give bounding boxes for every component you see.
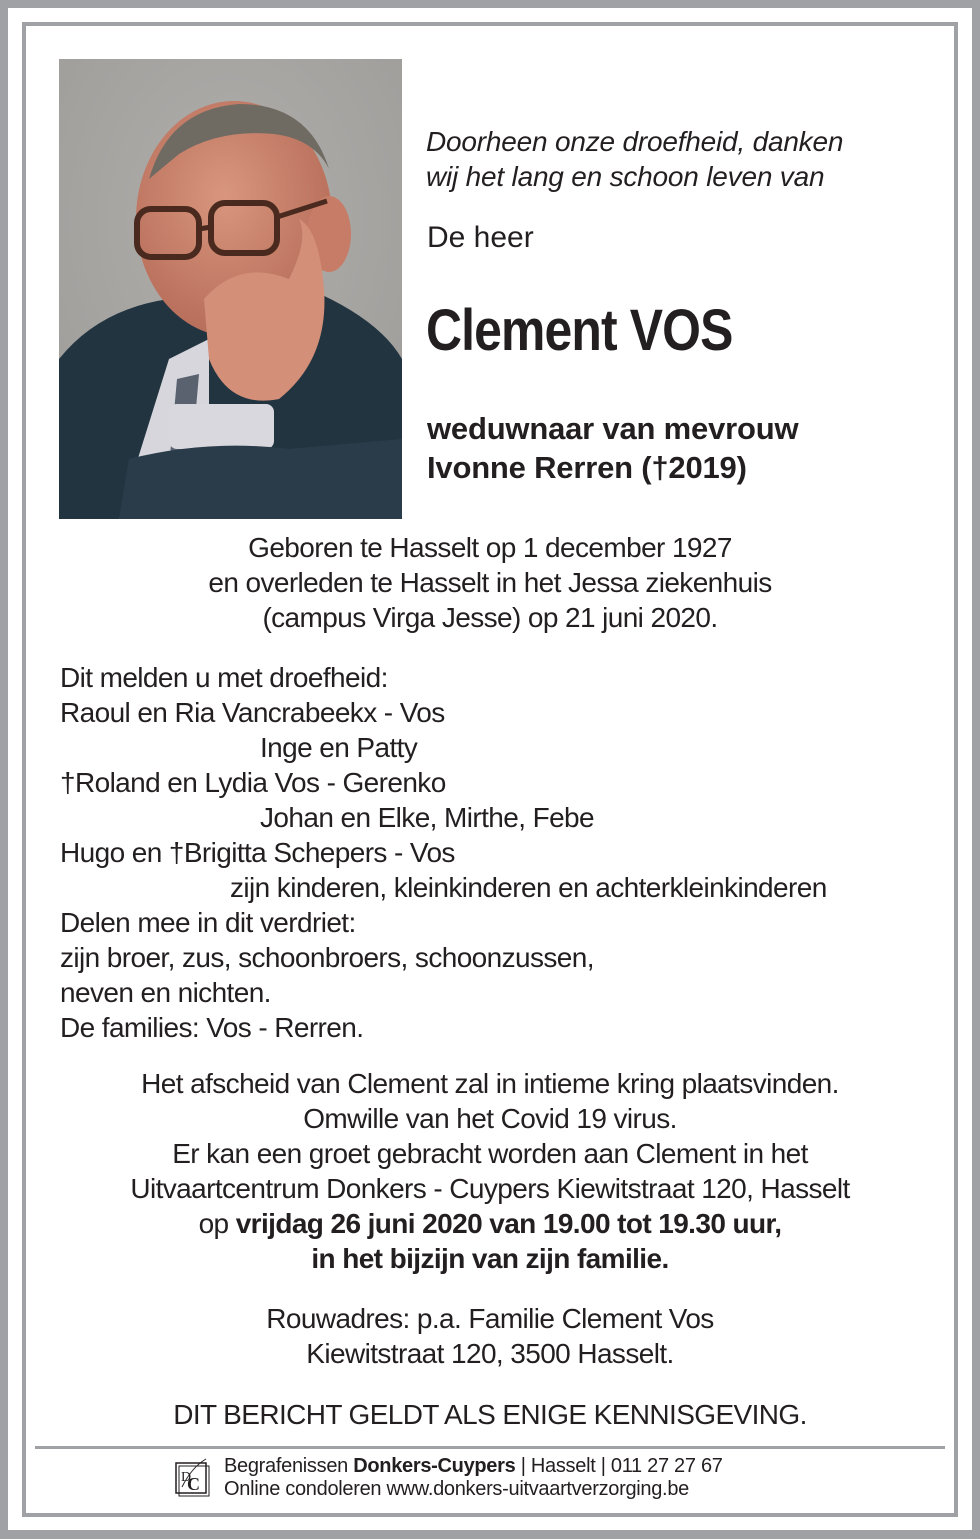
- company-phone[interactable]: 011 27 27 67: [610, 1455, 723, 1477]
- funeral-line-3: Er kan een groet gebracht worden aan Clement in het: [172, 1138, 808, 1169]
- address-line-2: Kiewitstraat 120, 3500 Hasselt.: [306, 1338, 674, 1369]
- footer-line-1: Begrafenissen Donkers-Cuypers | Hasselt | 011 27 27 67: [224, 1455, 723, 1477]
- title-prefix: De heer: [427, 221, 534, 254]
- funeral-line-2: Omwille van het Covid 19 virus.: [303, 1103, 677, 1134]
- footer-divider: [35, 1446, 945, 1449]
- intro-line-2: wij het lang en schoon leven van: [426, 161, 825, 192]
- svg-text:D: D: [181, 1470, 192, 1485]
- death-line: en overleden te Hasselt in het Jessa ziekenhuis: [208, 567, 772, 598]
- hospital-line: (campus Virga Jesse) op 21 juni 2020.: [262, 602, 718, 633]
- birth-line: Geboren te Hasselt op 1 december 1927: [248, 532, 732, 563]
- funeral-home-logo-icon: [172, 1457, 210, 1497]
- footer-text: [224, 1455, 723, 1501]
- footer-line-2: Online condoleren www.donkers-uitvaartverzorging.be: [224, 1478, 689, 1500]
- funeral-info: [30, 1066, 950, 1276]
- family-line: neven en nichten.: [60, 977, 271, 1008]
- family-line: De families: Vos - Rerren.: [60, 1012, 364, 1043]
- family-line: Delen mee in dit verdriet:: [60, 907, 356, 938]
- mourning-address: [30, 1301, 950, 1371]
- family-line: zijn broer, zus, schoonbroers, schoonzussen,: [60, 942, 594, 973]
- company-name: Donkers-Cuypers: [353, 1455, 516, 1477]
- svg-text:C: C: [187, 1474, 200, 1494]
- notice-text: DIT BERICHT GELDT ALS ENIGE KENNISGEVING.: [173, 1399, 807, 1430]
- funeral-line-5-prefix: op: [198, 1208, 236, 1239]
- funeral-line-5: [30, 1206, 950, 1241]
- family-line: †Roland en Lydia Vos - Gerenko: [60, 767, 446, 798]
- family-list: [60, 660, 940, 1045]
- website-link[interactable]: www.donkers-uitvaartverzorging.be: [386, 1478, 689, 1500]
- widow-info: [427, 409, 798, 487]
- company-city: Hasselt: [530, 1455, 596, 1477]
- funeral-line-6: in het bijzijn van zijn familie.: [311, 1243, 669, 1274]
- widow-line-2: Ivonne Rerren (†2019): [427, 450, 747, 485]
- family-line: Raoul en Ria Vancrabeekx - Vos: [60, 697, 445, 728]
- footer: [172, 1455, 872, 1505]
- family-line: Inge en Patty: [260, 732, 418, 763]
- portrait-photo: [59, 59, 402, 519]
- funeral-datetime: vrijdag 26 juni 2020 van 19.00 tot 19.30 uur,: [235, 1208, 782, 1239]
- funeral-line-4: Uitvaartcentrum Donkers - Cuypers Kiewitstraat 120, Hasselt: [130, 1173, 850, 1204]
- family-line: Dit melden u met droefheid:: [60, 662, 388, 693]
- widow-line-1: weduwnaar van mevrouw: [427, 411, 799, 446]
- intro-text: [426, 124, 946, 194]
- family-line: Johan en Elke, Mirthe, Febe: [260, 802, 594, 833]
- family-line: zijn kinderen, kleinkinderen en achterkleinkinderen: [230, 872, 827, 903]
- family-line: Hugo en †Brigitta Schepers - Vos: [60, 837, 455, 868]
- funeral-line-1: Het afscheid van Clement zal in intieme kring plaatsvinden.: [141, 1068, 839, 1099]
- birth-death-info: [30, 530, 950, 635]
- deceased-name: Clement VOS: [426, 298, 733, 363]
- intro-line-1: Doorheen onze droefheid, danken: [426, 126, 844, 157]
- address-line-1: Rouwadres: p.a. Familie Clement Vos: [266, 1303, 714, 1334]
